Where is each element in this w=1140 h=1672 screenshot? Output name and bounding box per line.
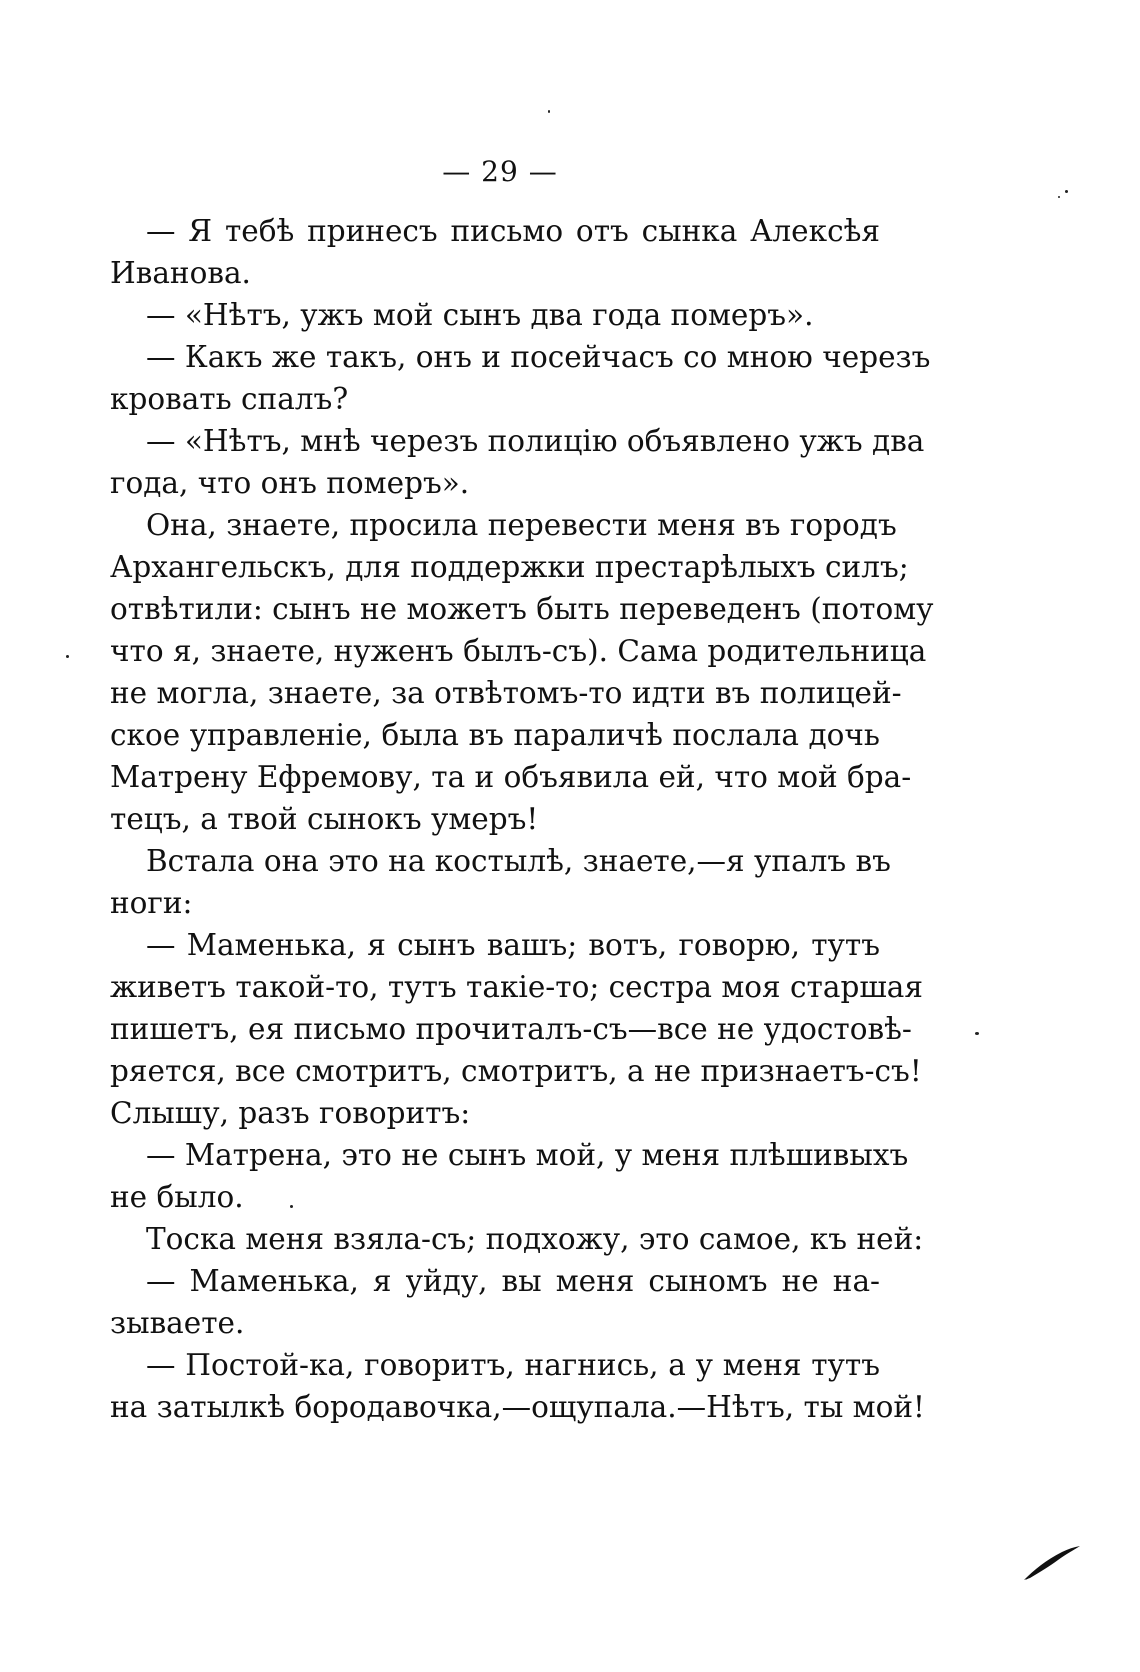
text-line: кровать спалъ?: [110, 382, 349, 416]
page-number: — 29 —: [442, 155, 558, 188]
ink-speck: [66, 655, 69, 658]
text-line: — Я тебѣ принесъ письмо отъ сынка Алексѣя: [146, 214, 880, 248]
text-line: ноги:: [110, 886, 193, 920]
body-text: [110, 210, 934, 1428]
ink-speck: [1058, 196, 1060, 198]
text-line: Тоска меня взяла-съ; подхожу, это самое, къ ней:: [146, 1222, 924, 1256]
text-line: года, что онъ померъ».: [110, 466, 470, 500]
text-line: Матрену Ефремову, та и объявила ей, что мой бра-: [110, 760, 912, 794]
ink-speck: [290, 1205, 293, 1208]
text-line: — Маменька, я сынъ вашъ; вотъ, говорю, тутъ: [146, 928, 880, 962]
text-line: на затылкѣ бородавочка,—ощупала.—Нѣтъ, ты мой!: [110, 1390, 925, 1424]
text-line: живетъ такой-то, тутъ такіе-то; сестра моя старшая: [110, 970, 923, 1004]
text-line: ское управленіе, была въ параличѣ послала дочь: [110, 718, 880, 752]
text-line: Она, знаете, просила перевести меня въ городъ: [146, 508, 897, 542]
text-line: отвѣтили: сынъ не можетъ быть переведенъ (потому: [110, 592, 934, 626]
text-line: зываете.: [110, 1306, 245, 1340]
text-line: — Маменька, я уйду, вы меня сыномъ не на-: [146, 1264, 880, 1298]
text-line: — Матрена, это не сынъ мой, у меня плѣшивыхъ: [146, 1138, 909, 1172]
text-line: — Постой-ка, говоритъ, нагнись, а у меня тутъ: [146, 1348, 880, 1382]
text-line: Слышу, разъ говоритъ:: [110, 1096, 471, 1130]
text-line: Встала она это на костылѣ, знаете,—я упалъ въ: [146, 844, 891, 878]
quill-mark-icon: [1022, 1542, 1082, 1582]
text-line: что я, знаете, нуженъ былъ-съ). Сама родительница: [110, 634, 927, 668]
text-line: не было.: [110, 1180, 244, 1214]
ink-speck: [975, 1032, 979, 1035]
text-line: тецъ, а твой сынокъ умеръ!: [110, 802, 539, 836]
text-line: пишетъ, ея письмо прочиталъ-съ—все не удостовѣ-: [110, 1012, 912, 1046]
ink-speck: [548, 110, 550, 113]
text-line: — «Нѣтъ, ужъ мой сынъ два года померъ».: [146, 298, 814, 332]
text-line: Архангельскъ, для поддержки престарѣлыхъ силъ;: [110, 550, 909, 584]
text-line: — «Нѣтъ, мнѣ черезъ полицію объявлено ужъ два: [146, 424, 925, 458]
text-line: не могла, знаете, за отвѣтомъ-то идти въ полицей-: [110, 676, 902, 710]
text-line: ряется, все смотритъ, смотритъ, а не признаетъ-съ!: [110, 1054, 922, 1088]
ink-speck: [1065, 190, 1068, 193]
text-line: Иванова.: [110, 256, 251, 290]
text-line: — Какъ же такъ, онъ и посейчасъ со мною черезъ: [146, 340, 931, 374]
